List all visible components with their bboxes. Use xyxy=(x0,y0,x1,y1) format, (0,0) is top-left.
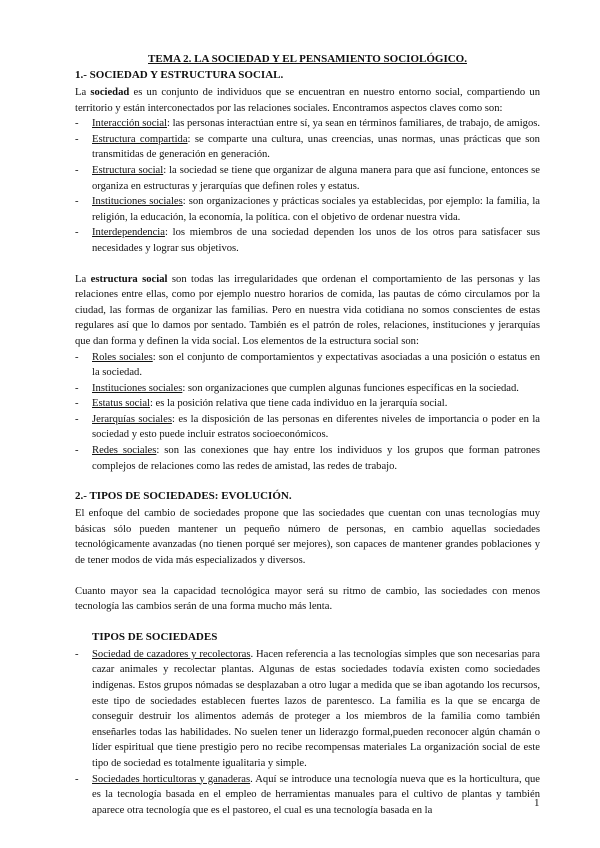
list-item: - Instituciones sociales: son organizaciones que cumplen algunas funciones específicas en la sociedad. xyxy=(75,382,519,394)
elements-list xyxy=(75,350,540,475)
spacer xyxy=(75,474,540,489)
spacer xyxy=(75,569,540,584)
list-item: - Redes sociales: son las conexiones que hay entre los individuos y los grupos que forman patrones complejos de relaciones como las redes de amistad, las redes de trabajo. xyxy=(75,445,541,472)
list-item: - Roles sociales: son el conjunto de comportamientos y expectativas asociadas a una posición o estatus en la sociedad. xyxy=(75,351,540,379)
section-2-paragraph-2: Cuanto mayor sea la capacidad tecnológica mayor será su ritmo de cambio, las sociedades con menos tecnología las cambios serán de una forma mucho más lenta. xyxy=(75,585,540,613)
section-1-intro: La sociedad es un conjunto de individuos que se encuentran en nuestro entorno social, compartiendo un territorio y están interconectados por las relaciones sociales. Encontramos aspectos claves como son: xyxy=(75,87,540,114)
list-item: - Estructura social: la sociedad se tiene que organizar de alguna manera para que así funcione, entonces se organiza en estructuras y jerarquías que definen roles y estatus. xyxy=(75,164,540,192)
document-title: TEMA 2. LA SOCIEDAD Y EL PENSAMIENTO SOCIOLÓGICO. xyxy=(148,53,467,65)
list-item: - Sociedad de cazadores y recolectoras. Hacen referencia a las tecnologías simples que son necesarias para cazar animales y recolectar plantas. Algunas de estas sociedades todavía existen como sociedades indígenas. Estos grupos nómadas se desplazaban a otro lugar a medida que se iban agotando los recursos, este tipo de sociedades establecen fuertes lazos de parentesco. La familia es la que se encarga de conseguir destruir los alimentos además de proteger a los miembros de la familia como también enseñarles todas las habilidades. No suelen tener un liderazgo formal,pueden reconocer algún chamán o líder espiritual que tiene prestigio pero no recibe recompensas materiales La organización social de este tipo de sociedad es totalmente igualitaria y simple. xyxy=(75,648,540,769)
types-subheading: TIPOS DE SOCIEDADES xyxy=(92,630,218,643)
aspects-list xyxy=(75,116,540,256)
list-item: - Estatus social: es la posición relativa que tiene cada individuo en la jerarquía social. xyxy=(75,398,448,410)
list-item: - Interdependencia: los miembros de una sociedad dependen los unos de los otros para satisfacer sus necesidades y lograr sus objetivos. xyxy=(75,227,540,254)
list-item: - Instituciones sociales: son organizaciones y prácticas sociales ya establecidas, por ejemplo: la familia, la religión, la educación, la economía, la política. con el objetivo de ordenar nuestra vida. xyxy=(75,196,540,223)
types-list xyxy=(75,647,540,819)
section-2-paragraph-1: El enfoque del cambio de sociedades propone que las sociedades que cuentan con unas tecnologías muy básicas sólo pueden mantener un pequeño número de personas, en cambio aquellas sociedades tecnológicamente avanzadas (no tienen porqué ser mejores), son capaces de mantener grandes poblaciones y de tener modos de vida más especializados y diversos. xyxy=(75,508,540,567)
section-2-heading: 2.- TIPOS DE SOCIEDADES: EVOLUCIÓN. xyxy=(75,490,292,503)
section-1-heading: 1.- SOCIEDAD Y ESTRUCTURA SOCIAL. xyxy=(75,69,284,81)
spacer xyxy=(75,257,540,272)
document-page xyxy=(75,52,540,818)
list-item: - Estructura compartida: se comparte una cultura, unas creencias, unas normas, unas prácticas que son transmitidas de generación en generación. xyxy=(75,133,540,161)
list-item: - Jerarquías sociales: es la disposición de las personas en diferentes niveles de importancia o poder en la sociedad y esto puede incluir estratos socioeconómicos. xyxy=(75,413,540,441)
list-item: - Interacción social: las personas interactúan entre sí, ya sean en términos familiares, de trabajo, de amigos. xyxy=(75,118,541,130)
list-item: - Sociedades horticultoras y ganaderas. Aquí se introduce una tecnología nueva que es la horticultura, que es la tecnología basada en el empleo de herramientas manuales para el cultivo de plantas y también aparece otra tecnología que es el pastoreo, el cual es una tecnología basada en la xyxy=(75,773,540,816)
page-number: 1 xyxy=(534,797,540,809)
structure-paragraph: La estructura social son todas las irregularidades que ordenan el comportamiento de las personas y las relaciones entre ellas, como por ejemplo nuestro horarios de comida, las pautas de cómo circulamos por la ciudad, las formas de organizar las familias. Pero en nuestra vida cotidiana no somos conscientes de estas regulares así que lo damos por sentado. También es el patrón de roles, relaciones, instituciones y jerarquías que dan forma y definen la vida social. Los elementos de la estructura social son: xyxy=(75,273,540,347)
spacer xyxy=(75,615,540,630)
